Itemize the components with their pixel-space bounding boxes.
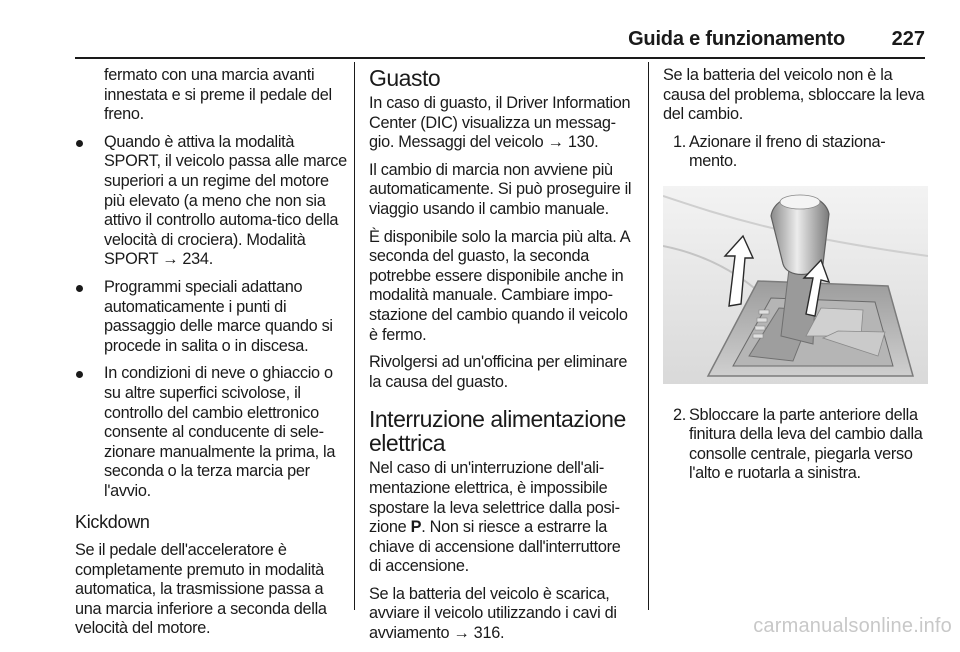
guasto-paragraph-4: Rivolgersi ad un'officina per eliminare la causa del guasto. (369, 353, 628, 391)
guasto-paragraph-2: Il cambio di marcia non avviene più automaticamente. Si può proseguire il viaggio usando il cambio manuale. (369, 160, 632, 218)
kickdown-heading: Kickdown (75, 512, 150, 533)
continued-bullet-text: fermato con una marcia avanti innestata e si preme il pedale del freno. (104, 66, 332, 124)
release-intro-paragraph: Se la batteria del veicolo non è la causa del problema, sbloccare la leva del cambio. (663, 66, 925, 124)
step-item: 1. Azionare il freno di staziona-mento. (673, 132, 886, 171)
header-rule (75, 57, 925, 59)
kickdown-paragraph: Se il pedale dell'acceleratore è completamente premuto in modalità automatica, la trasmissione passa a una marcia inferiore a seconda della velocità del motore. (75, 541, 327, 638)
power-interruption-paragraph-2: Se la batteria del veicolo è scarica, avviare il veicolo utilizzando i cavi di avviamento → 316. (369, 584, 617, 643)
column-1 (75, 66, 347, 647)
step-item: 2. Sbloccare la parte anteriore della finitura della leva del cambio dalla consolle centrale, piegarla verso l'alto e ruotarla a sinistra. (673, 405, 923, 483)
gear-position-p: P (410, 518, 422, 537)
bullet-item: Quando è attiva la modalità SPORT, il veicolo passa alle marce superiori a un regime del motore più elevato (a meno che non sia attivo il controllo automa-tico della velocità di crociera). Modalità SPORT → 234. (75, 133, 347, 270)
guasto-paragraph-1: In caso di guasto, il Driver Information Center (DIC) visualizza un messag-gio. Messaggi del veicolo → 130. (369, 94, 631, 152)
watermark-text: carmanualsonline.info (753, 615, 952, 637)
page-title: Guida e funzionamento (628, 28, 845, 50)
column-divider-1 (354, 62, 355, 610)
guasto-paragraph-3: È disponibile solo la marcia più alta. A seconda del guasto, la seconda potrebbe essere disponibile anche in modalità manuale. Cambiare impo-stazione del cambio quando il veicolo è fermo. (369, 227, 630, 344)
guasto-heading: Guasto (369, 65, 441, 91)
column-3 (663, 66, 928, 492)
bullet-dot (76, 140, 83, 147)
gear-lever-illustration (663, 186, 928, 384)
page-header (0, 22, 925, 52)
bullet-item: Programmi speciali adattano automaticamente i punti di passaggio delle marce quando si procede in salita o in discesa. (75, 278, 347, 356)
bullet-dot (76, 371, 83, 378)
power-interruption-heading: Interruzione alimentazione elettrica (369, 406, 626, 457)
bullet-item: In condizioni di neve o ghiaccio o su altre superfici scivolose, il controllo del cambio elettronico consente al conducente di sele-zionare manualmente la prima, la seconda o la terza marcia per l'avvio. (75, 364, 347, 501)
column-divider-2 (648, 62, 649, 610)
page-number: 227 (891, 28, 925, 50)
bullet-dot (76, 285, 83, 292)
power-interruption-paragraph-1: Nel caso di un'interruzione dell'ali-mentazione elettrica, è impossibile spostare la leva selettrice dalla posi-zione P. Non si riesce a estrarre la chiave di accensione dall'interruttore di accensione. (369, 459, 621, 576)
column-2 (369, 66, 633, 652)
